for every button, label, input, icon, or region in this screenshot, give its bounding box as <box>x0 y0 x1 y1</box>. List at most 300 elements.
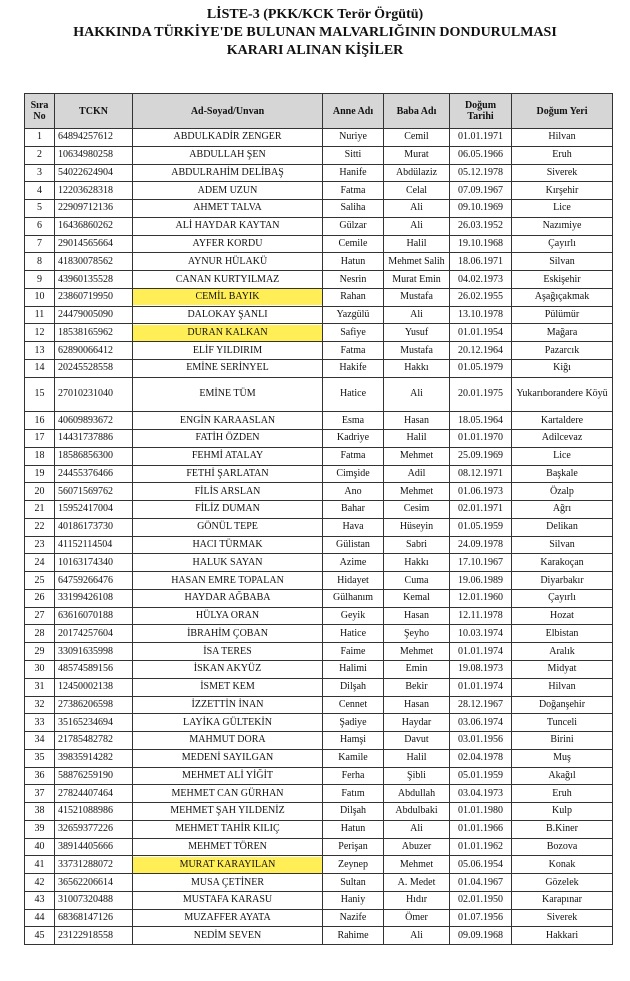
row-number: 22 <box>25 518 55 536</box>
birth-place-cell: Nazımiye <box>512 217 613 235</box>
mother-cell: Faime <box>323 643 384 661</box>
tckn-cell: 40609893672 <box>55 412 133 430</box>
mother-cell: Hatice <box>323 625 384 643</box>
tckn-cell: 33731288072 <box>55 856 133 874</box>
row-number: 21 <box>25 501 55 519</box>
tckn-cell: 20174257604 <box>55 625 133 643</box>
birth-place-cell: Hilvan <box>512 129 613 147</box>
tckn-cell: 14431737886 <box>55 430 133 448</box>
name-cell <box>133 288 323 306</box>
mother-cell: Saliha <box>323 200 384 218</box>
tckn-cell: 41830078562 <box>55 253 133 271</box>
table-row <box>25 288 613 306</box>
row-number: 27 <box>25 607 55 625</box>
name-cell: MUZAFFER AYATA <box>133 909 323 927</box>
name-cell: MEDENİ SAYILGAN <box>133 749 323 767</box>
birth-place-cell: Tunceli <box>512 714 613 732</box>
birth-date-cell: 13.10.1978 <box>450 306 512 324</box>
birth-place-cell: Delikan <box>512 518 613 536</box>
mother-cell: Fatma <box>323 182 384 200</box>
father-cell: Hasan <box>384 412 450 430</box>
tckn-cell: 24479005090 <box>55 306 133 324</box>
table-row <box>25 785 613 803</box>
header-birth-place: Doğum Yeri <box>512 94 613 129</box>
mother-cell: Gülhanım <box>323 589 384 607</box>
tckn-cell: 32659377226 <box>55 820 133 838</box>
tckn-cell: 29014565664 <box>55 235 133 253</box>
name-cell <box>133 324 323 342</box>
header-birth-date: Doğum Tarihi <box>450 94 512 129</box>
row-number: 15 <box>25 377 55 412</box>
father-cell: Abuzer <box>384 838 450 856</box>
father-cell: Mehmet Salih <box>384 253 450 271</box>
birth-date-cell: 02.04.1978 <box>450 749 512 767</box>
table-row <box>25 909 613 927</box>
birth-place-cell: Silvan <box>512 536 613 554</box>
mother-cell: Hatice <box>323 377 384 412</box>
table-row <box>25 732 613 750</box>
table-row <box>25 217 613 235</box>
mother-cell: Azime <box>323 554 384 572</box>
mother-cell: Yazgülü <box>323 306 384 324</box>
tckn-cell: 43960135528 <box>55 271 133 289</box>
row-number: 6 <box>25 217 55 235</box>
mother-cell: Şadiye <box>323 714 384 732</box>
tckn-cell: 41152114504 <box>55 536 133 554</box>
table-row <box>25 660 613 678</box>
row-number: 37 <box>25 785 55 803</box>
row-number: 32 <box>25 696 55 714</box>
row-number: 29 <box>25 643 55 661</box>
father-cell: Hakkı <box>384 554 450 572</box>
birth-date-cell: 05.12.1978 <box>450 164 512 182</box>
row-number: 43 <box>25 891 55 909</box>
name-cell: İBRAHİM ÇOBAN <box>133 625 323 643</box>
birth-date-cell: 08.12.1971 <box>450 465 512 483</box>
tckn-cell: 33091635998 <box>55 643 133 661</box>
father-cell: Ali <box>384 306 450 324</box>
header-mother: Anne Adı <box>323 94 384 129</box>
mother-cell: Nesrin <box>323 271 384 289</box>
name-cell: DALOKAY ŞANLI <box>133 306 323 324</box>
mother-cell: Nazife <box>323 909 384 927</box>
tckn-cell: 18586856300 <box>55 447 133 465</box>
birth-place-cell: Bozova <box>512 838 613 856</box>
name-cell <box>133 856 323 874</box>
row-number: 19 <box>25 465 55 483</box>
tckn-cell: 27824407464 <box>55 785 133 803</box>
father-cell: Haydar <box>384 714 450 732</box>
birth-place-cell: Eskişehir <box>512 271 613 289</box>
table-row <box>25 377 613 412</box>
birth-date-cell: 01.06.1973 <box>450 483 512 501</box>
birth-date-cell: 09.10.1969 <box>450 200 512 218</box>
birth-place-cell: Midyat <box>512 660 613 678</box>
father-cell: Emin <box>384 660 450 678</box>
table-row <box>25 182 613 200</box>
father-cell: Cesim <box>384 501 450 519</box>
birth-date-cell: 24.09.1978 <box>450 536 512 554</box>
mother-cell: Hanife <box>323 164 384 182</box>
birth-date-cell: 17.10.1967 <box>450 554 512 572</box>
row-number: 30 <box>25 660 55 678</box>
name-cell: FİLİS ARSLAN <box>133 483 323 501</box>
mother-cell: Zeynep <box>323 856 384 874</box>
father-cell: Sabri <box>384 536 450 554</box>
mother-cell: Haniy <box>323 891 384 909</box>
row-number: 40 <box>25 838 55 856</box>
row-number: 39 <box>25 820 55 838</box>
table-row <box>25 891 613 909</box>
birth-date-cell: 25.09.1969 <box>450 447 512 465</box>
tckn-cell: 41521088986 <box>55 803 133 821</box>
birth-date-cell: 03.01.1956 <box>450 732 512 750</box>
mother-cell: Halimi <box>323 660 384 678</box>
row-number: 2 <box>25 146 55 164</box>
header-row <box>25 94 613 129</box>
name-cell: HÜLYA ORAN <box>133 607 323 625</box>
row-number: 10 <box>25 288 55 306</box>
birth-place-cell: Ağrı <box>512 501 613 519</box>
tckn-cell: 15952417004 <box>55 501 133 519</box>
birth-date-cell: 03.04.1973 <box>450 785 512 803</box>
father-cell: Hasan <box>384 607 450 625</box>
tckn-cell: 12203628318 <box>55 182 133 200</box>
birth-place-cell: Çayırlı <box>512 589 613 607</box>
father-cell: Davut <box>384 732 450 750</box>
name-cell: ABDULKADİR ZENGER <box>133 129 323 147</box>
birth-date-cell: 19.06.1989 <box>450 572 512 590</box>
mother-cell: Ano <box>323 483 384 501</box>
birth-place-cell: Karakoçan <box>512 554 613 572</box>
birth-place-cell: Diyarbakır <box>512 572 613 590</box>
header-father: Baba Adı <box>384 94 450 129</box>
birth-date-cell: 18.05.1964 <box>450 412 512 430</box>
mother-cell: Dilşah <box>323 803 384 821</box>
mother-cell: Hatun <box>323 253 384 271</box>
header-sira: Sıra No <box>25 94 55 129</box>
father-cell: Murat <box>384 146 450 164</box>
table-row <box>25 324 613 342</box>
father-cell: Halil <box>384 430 450 448</box>
father-cell: Mehmet <box>384 643 450 661</box>
table-row <box>25 483 613 501</box>
tckn-cell: 62890066412 <box>55 342 133 360</box>
name-cell: NEDİM SEVEN <box>133 927 323 945</box>
birth-date-cell: 01.01.1954 <box>450 324 512 342</box>
mother-cell: Fatma <box>323 342 384 360</box>
row-number: 28 <box>25 625 55 643</box>
birth-place-cell: Silvan <box>512 253 613 271</box>
name-cell: MEHMET TAHİR KILIÇ <box>133 820 323 838</box>
birth-place-cell: Elbistan <box>512 625 613 643</box>
name-cell: FATİH ÖZDEN <box>133 430 323 448</box>
tckn-cell: 54022624904 <box>55 164 133 182</box>
tckn-cell: 12450002138 <box>55 678 133 696</box>
tckn-cell: 35165234694 <box>55 714 133 732</box>
mother-cell: Fatma <box>323 447 384 465</box>
table-row <box>25 412 613 430</box>
birth-place-cell: Siverek <box>512 909 613 927</box>
birth-date-cell: 10.03.1974 <box>450 625 512 643</box>
row-number: 12 <box>25 324 55 342</box>
mother-cell: Hakife <box>323 359 384 377</box>
mother-cell: Ferha <box>323 767 384 785</box>
table-row <box>25 767 613 785</box>
tckn-cell: 20245528558 <box>55 359 133 377</box>
birth-date-cell: 01.04.1967 <box>450 874 512 892</box>
name-cell: MUSTAFA KARASU <box>133 891 323 909</box>
father-cell: Mehmet <box>384 447 450 465</box>
mother-cell: Esma <box>323 412 384 430</box>
tckn-cell: 10634980258 <box>55 146 133 164</box>
table-row <box>25 572 613 590</box>
birth-place-cell: Özalp <box>512 483 613 501</box>
row-number: 3 <box>25 164 55 182</box>
highlighted-name: MURAT KARAYILAN <box>133 857 322 873</box>
row-number: 38 <box>25 803 55 821</box>
row-number: 9 <box>25 271 55 289</box>
birth-place-cell: Muş <box>512 749 613 767</box>
row-number: 25 <box>25 572 55 590</box>
birth-date-cell: 01.01.1974 <box>450 678 512 696</box>
father-cell: Şibli <box>384 767 450 785</box>
table-row <box>25 430 613 448</box>
highlighted-name: DURAN KALKAN <box>133 325 322 341</box>
name-cell: ENGİN KARAASLAN <box>133 412 323 430</box>
birth-place-cell: Aralık <box>512 643 613 661</box>
tckn-cell: 21785482782 <box>55 732 133 750</box>
father-cell: Bekir <box>384 678 450 696</box>
birth-date-cell: 01.01.1970 <box>450 430 512 448</box>
name-cell: İSA TERES <box>133 643 323 661</box>
mother-cell: Rahime <box>323 927 384 945</box>
birth-place-cell: B.Kiner <box>512 820 613 838</box>
mother-cell: Gülzar <box>323 217 384 235</box>
birth-place-cell: Mağara <box>512 324 613 342</box>
birth-date-cell: 01.05.1979 <box>450 359 512 377</box>
birth-place-cell: Eruh <box>512 785 613 803</box>
tckn-cell: 23122918558 <box>55 927 133 945</box>
name-cell: ABDULRAHİM DELİBAŞ <box>133 164 323 182</box>
row-number: 17 <box>25 430 55 448</box>
row-number: 16 <box>25 412 55 430</box>
birth-date-cell: 01.05.1959 <box>450 518 512 536</box>
father-cell: Cuma <box>384 572 450 590</box>
father-cell: Halil <box>384 235 450 253</box>
row-number: 5 <box>25 200 55 218</box>
mother-cell: Dilşah <box>323 678 384 696</box>
father-cell: A. Medet <box>384 874 450 892</box>
birth-date-cell: 20.12.1964 <box>450 342 512 360</box>
table-row <box>25 643 613 661</box>
birth-date-cell: 18.06.1971 <box>450 253 512 271</box>
mother-cell: Kamile <box>323 749 384 767</box>
birth-date-cell: 03.06.1974 <box>450 714 512 732</box>
tckn-cell: 63616070188 <box>55 607 133 625</box>
father-cell: Ali <box>384 927 450 945</box>
birth-place-cell: Kiğı <box>512 359 613 377</box>
table-row <box>25 696 613 714</box>
row-number: 14 <box>25 359 55 377</box>
tckn-cell: 18538165962 <box>55 324 133 342</box>
birth-date-cell: 20.01.1975 <box>450 377 512 412</box>
tckn-cell: 64759266476 <box>55 572 133 590</box>
row-number: 26 <box>25 589 55 607</box>
table-row <box>25 146 613 164</box>
table-row <box>25 714 613 732</box>
table-row <box>25 200 613 218</box>
table-row <box>25 342 613 360</box>
tckn-cell: 22909712136 <box>55 200 133 218</box>
row-number: 23 <box>25 536 55 554</box>
name-cell: MUSA ÇETİNER <box>133 874 323 892</box>
birth-date-cell: 26.03.1952 <box>450 217 512 235</box>
name-cell: ABDULLAH ŞEN <box>133 146 323 164</box>
name-cell: ADEM UZUN <box>133 182 323 200</box>
table-row <box>25 359 613 377</box>
table-row <box>25 803 613 821</box>
row-number: 44 <box>25 909 55 927</box>
table-row <box>25 625 613 643</box>
row-number: 33 <box>25 714 55 732</box>
birth-place-cell: Kartaldere <box>512 412 613 430</box>
birth-place-cell: Çayırlı <box>512 235 613 253</box>
name-cell: ALİ HAYDAR KAYTAN <box>133 217 323 235</box>
row-number: 13 <box>25 342 55 360</box>
father-cell: Mustafa <box>384 342 450 360</box>
name-cell: FİLİZ DUMAN <box>133 501 323 519</box>
father-cell: Abdullah <box>384 785 450 803</box>
name-cell: GÖNÜL TEPE <box>133 518 323 536</box>
tckn-cell: 64894257612 <box>55 129 133 147</box>
table-row <box>25 589 613 607</box>
name-cell: HACI TÜRMAK <box>133 536 323 554</box>
tckn-cell: 16436860262 <box>55 217 133 235</box>
birth-date-cell: 01.01.1974 <box>450 643 512 661</box>
father-cell: Cemil <box>384 129 450 147</box>
birth-place-cell: Yukarıborandere Köyü <box>512 377 613 412</box>
name-cell: MEHMET CAN GÜRHAN <box>133 785 323 803</box>
birth-place-cell: Pazarcık <box>512 342 613 360</box>
father-cell: Celal <box>384 182 450 200</box>
table-row <box>25 164 613 182</box>
birth-place-cell: Kulp <box>512 803 613 821</box>
father-cell: Hüseyin <box>384 518 450 536</box>
row-number: 31 <box>25 678 55 696</box>
tckn-cell: 40186173730 <box>55 518 133 536</box>
table-row <box>25 536 613 554</box>
father-cell: Hıdır <box>384 891 450 909</box>
name-cell: AHMET TALVA <box>133 200 323 218</box>
table-row <box>25 271 613 289</box>
name-cell: İZZETTİN İNAN <box>133 696 323 714</box>
birth-place-cell: Lice <box>512 200 613 218</box>
father-cell: Ali <box>384 820 450 838</box>
mother-cell: Safiye <box>323 324 384 342</box>
name-cell: İSMET KEM <box>133 678 323 696</box>
name-cell: CANAN KURTYILMAZ <box>133 271 323 289</box>
birth-place-cell: Karapınar <box>512 891 613 909</box>
birth-date-cell: 02.01.1950 <box>450 891 512 909</box>
mother-cell: Cimşide <box>323 465 384 483</box>
table-row <box>25 554 613 572</box>
tckn-cell: 27386206598 <box>55 696 133 714</box>
table-row <box>25 874 613 892</box>
tckn-cell: 31007320488 <box>55 891 133 909</box>
name-cell: FETHİ ŞARLATAN <box>133 465 323 483</box>
row-number: 20 <box>25 483 55 501</box>
name-cell: ELİF YILDIRIM <box>133 342 323 360</box>
mother-cell: Hamşi <box>323 732 384 750</box>
mother-cell: Geyik <box>323 607 384 625</box>
birth-date-cell: 12.11.1978 <box>450 607 512 625</box>
birth-place-cell: Siverek <box>512 164 613 182</box>
father-cell: Murat Emin <box>384 271 450 289</box>
birth-place-cell: Lice <box>512 447 613 465</box>
birth-place-cell: Hakkari <box>512 927 613 945</box>
birth-date-cell: 05.01.1959 <box>450 767 512 785</box>
birth-place-cell: Kırşehir <box>512 182 613 200</box>
mother-cell: Hidayet <box>323 572 384 590</box>
birth-place-cell: Hilvan <box>512 678 613 696</box>
name-cell: HASAN EMRE TOPALAN <box>133 572 323 590</box>
row-number: 7 <box>25 235 55 253</box>
table-row <box>25 518 613 536</box>
row-number: 11 <box>25 306 55 324</box>
birth-place-cell: Eruh <box>512 146 613 164</box>
row-number: 24 <box>25 554 55 572</box>
birth-place-cell: Gözelek <box>512 874 613 892</box>
name-cell: HAYDAR AĞBABA <box>133 589 323 607</box>
list-subtitle-2: KARARI ALINAN KİŞİLER <box>226 43 404 58</box>
table-row <box>25 129 613 147</box>
father-cell: Mehmet <box>384 856 450 874</box>
row-number: 34 <box>25 732 55 750</box>
mother-cell: Hava <box>323 518 384 536</box>
mother-cell: Sitti <box>323 146 384 164</box>
row-number: 1 <box>25 129 55 147</box>
tckn-cell: 33199426108 <box>55 589 133 607</box>
mother-cell: Fatım <box>323 785 384 803</box>
name-cell: EMİNE SERİNYEL <box>133 359 323 377</box>
birth-date-cell: 06.05.1966 <box>450 146 512 164</box>
birth-date-cell: 01.01.1962 <box>450 838 512 856</box>
tckn-cell: 10163174340 <box>55 554 133 572</box>
table-row <box>25 253 613 271</box>
father-cell: Abdülaziz <box>384 164 450 182</box>
table-row <box>25 856 613 874</box>
mother-cell: Cennet <box>323 696 384 714</box>
father-cell: Şeyho <box>384 625 450 643</box>
table-row <box>25 927 613 945</box>
birth-date-cell: 28.12.1967 <box>450 696 512 714</box>
table-row <box>25 306 613 324</box>
name-cell: AYNUR HÜLAKÜ <box>133 253 323 271</box>
tckn-cell: 23860719950 <box>55 288 133 306</box>
name-cell: İSKAN AKYÜZ <box>133 660 323 678</box>
birth-date-cell: 05.06.1954 <box>450 856 512 874</box>
birth-date-cell: 07.09.1967 <box>450 182 512 200</box>
row-number: 36 <box>25 767 55 785</box>
tckn-cell: 48574589156 <box>55 660 133 678</box>
birth-place-cell: Birini <box>512 732 613 750</box>
birth-date-cell: 01.07.1956 <box>450 909 512 927</box>
mother-cell: Cemile <box>323 235 384 253</box>
row-number: 8 <box>25 253 55 271</box>
name-cell: AYFER KORDU <box>133 235 323 253</box>
tckn-cell: 39835914282 <box>55 749 133 767</box>
